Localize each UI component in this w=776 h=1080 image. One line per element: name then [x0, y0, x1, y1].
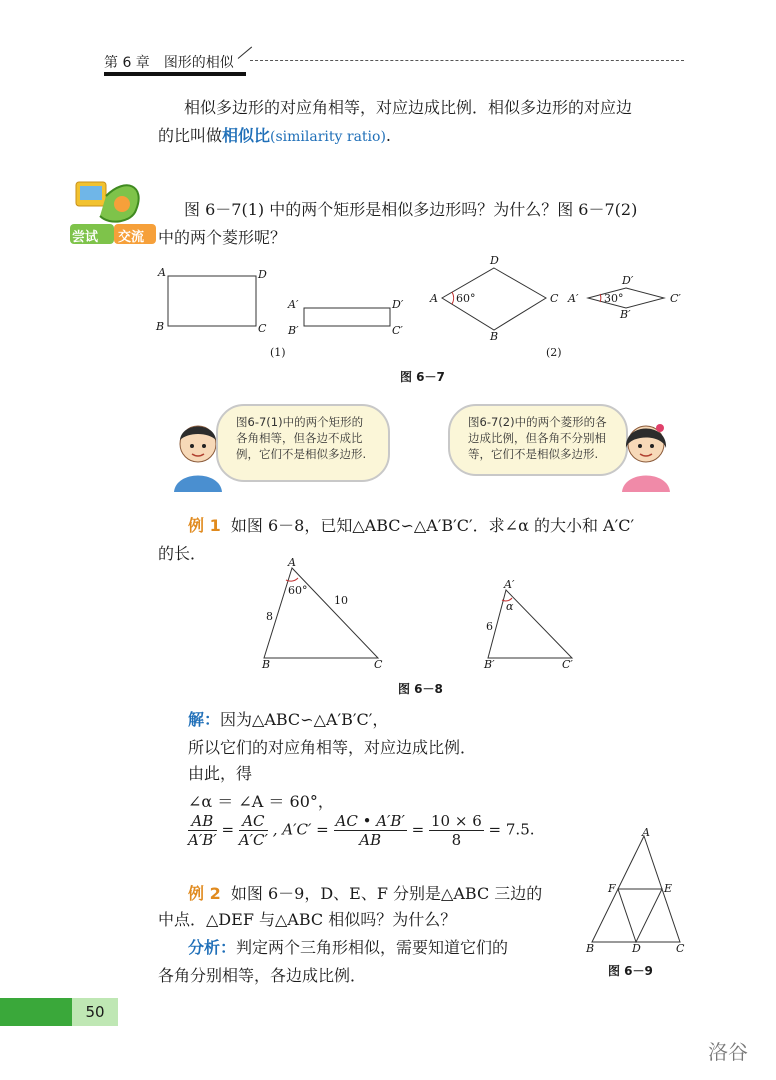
- fig67-rh1-B: B: [490, 330, 499, 343]
- figure-6-9: [584, 830, 694, 950]
- fig68-B1: B′: [484, 658, 495, 671]
- intro-line-2: [158, 122, 391, 151]
- eq-sign-1: =: [221, 820, 235, 839]
- bubble-right-text: 图6-7(2)中的两个菱形的各边成比例，但各角不分别相等，它们不是相似多边形.: [468, 415, 607, 461]
- fig68-B: B: [262, 658, 271, 671]
- header-dashed-rule: [250, 60, 684, 61]
- example-1-line-1: [188, 512, 634, 540]
- chapter-header: [104, 52, 234, 72]
- triangle-abc: [264, 568, 378, 658]
- solution-label: 解：: [188, 710, 221, 729]
- fig67-rh1-A: A: [430, 292, 438, 305]
- fig67-caption: 图 6－7: [400, 370, 445, 384]
- fig67-r1-B: B: [156, 320, 165, 333]
- fig67-r2-B: B′: [288, 324, 299, 337]
- rect-1: [168, 276, 256, 326]
- fig67-r1-A: A: [158, 266, 166, 279]
- bubble-left-text: 图6-7(1)中的两个矩形的各角相等，但各边不成比例，它们不是相似多边形.: [236, 415, 367, 461]
- badge-label-left: 尝试: [72, 230, 99, 245]
- figure-6-8: [240, 556, 600, 676]
- fig68-C: C: [374, 658, 383, 671]
- fig67-sub-1: (1): [270, 346, 286, 359]
- fig68-A: A: [288, 556, 296, 569]
- fig67-rh2-B: B′: [620, 308, 631, 321]
- angle-arc-A: [286, 578, 298, 581]
- angle-arc-30: [600, 294, 601, 302]
- fraction-numeric: $\frac{10 \times 6}{8}$: [431, 812, 482, 849]
- fig68-angle-A: 60°: [288, 584, 308, 597]
- rect-2: [304, 308, 390, 326]
- fig67-r2-D: D′: [392, 298, 404, 311]
- fraction-ab-a1b1: $\frac{AB}{A'B'}$: [188, 812, 217, 849]
- fig69-A: A: [642, 826, 650, 839]
- activity-line-1: 图 6－7(1) 中的两个矩形是相似多边形吗？为什么？图 6－7(2): [184, 200, 638, 219]
- watermark: 洛谷: [708, 1040, 748, 1064]
- equation-result: = 7.5.: [488, 820, 535, 839]
- fig68-alpha: α: [506, 600, 514, 613]
- fraction-product: $\frac{AC • A'B'}{AB}$: [335, 812, 405, 849]
- fig68-C1: C′: [562, 658, 573, 671]
- fig68-A1B1: 6: [486, 620, 493, 633]
- intro-pre: 的比叫做: [158, 126, 223, 145]
- figure-6-7: [140, 258, 700, 368]
- solution-line-3: 由此，得: [188, 764, 253, 783]
- solution-line-2: 所以它们的对应角相等，对应边成比例．: [188, 738, 477, 757]
- analysis-line-1: [188, 934, 508, 962]
- fig67-rh2-angle: 30°: [604, 292, 624, 305]
- fig67-rh2-C: C′: [670, 292, 681, 305]
- fig68-AC: 10: [334, 594, 348, 607]
- intro-line-1: 相似多边形的对应角相等，对应边成比例．相似多边形的对应边: [184, 98, 633, 117]
- fig69-C: C: [676, 942, 685, 955]
- rhombus-2: [588, 288, 664, 308]
- fig68-caption: 图 6－8: [398, 682, 443, 696]
- solution-equation: [188, 812, 535, 849]
- fig68-A1: A′: [504, 578, 515, 591]
- header-slash: [238, 47, 252, 59]
- triangle-def-inner: [618, 889, 662, 942]
- example-1-label: 例 1: [188, 516, 221, 535]
- fig68-AB: 8: [266, 610, 273, 623]
- fig67-rh1-C: C: [550, 292, 559, 305]
- solution-line-4: ∠α ＝ ∠A ＝ 60°，: [188, 792, 334, 811]
- fig67-rh2-A: A′: [568, 292, 579, 305]
- chapter-number: 第 6 章: [104, 55, 150, 71]
- fig67-rh2-D: D′: [622, 274, 634, 287]
- term-similarity-ratio: 相似比: [222, 126, 271, 145]
- girl-character-illustration: [616, 418, 676, 492]
- equation-mid: , A′C′ =: [272, 820, 329, 839]
- intro-paragraph: [184, 94, 632, 122]
- fig67-sub-2: (2): [546, 346, 562, 359]
- fig67-r2-A: A′: [288, 298, 299, 311]
- activity-line-2: 中的两个菱形呢？: [158, 228, 287, 247]
- fig69-F: F: [608, 882, 616, 895]
- fraction-ac-a1c1: $\frac{AC}{A'C'}$: [238, 812, 268, 849]
- speech-bubble-right: [448, 404, 628, 476]
- example-2-text: 如图 6－9，D、E、F 分别是△ABC 三边的: [230, 884, 543, 903]
- angle-arc-60: [452, 292, 454, 304]
- term-english: (similarity ratio): [270, 129, 386, 145]
- triangle-a1b1c1: [488, 590, 572, 658]
- solution-line-1: [188, 706, 388, 734]
- fig69-caption: 图 6－9: [608, 964, 653, 978]
- badge-label-right: 交流: [118, 230, 145, 245]
- fig67-r1-D: D: [258, 268, 267, 281]
- example-2-line-1: [188, 880, 542, 908]
- example-2-line-2: 中点．△DEF 与△ABC 相似吗？为什么？: [158, 910, 457, 929]
- speech-bubble-left: [216, 404, 390, 482]
- fig67-r1-C: C: [258, 322, 267, 335]
- intro-post: .: [385, 126, 392, 145]
- example-1-line-2: 的长．: [158, 544, 207, 563]
- eq-sign-2: =: [411, 820, 425, 839]
- fig67-rh1-D: D: [490, 254, 499, 267]
- fig69-D: D: [632, 942, 641, 955]
- fig69-B: B: [586, 942, 595, 955]
- chapter-title: 图形的相似: [163, 55, 234, 71]
- fig67-rh1-angle: 60°: [456, 292, 476, 305]
- fig67-r2-C: C′: [392, 324, 403, 337]
- example-2-label: 例 2: [188, 884, 221, 903]
- example-1-text: 如图 6－8，已知△ABC∽△A′B′C′．求∠α 的大小和 A′C′: [230, 516, 635, 535]
- analysis-line-2: 各角分别相等，各边成比例．: [158, 966, 367, 985]
- header-underline: [104, 72, 246, 76]
- fig69-E: E: [664, 882, 673, 895]
- analysis-text-1: 判定两个三角形相似，需要知道它们的: [236, 938, 509, 957]
- try-and-discuss-badge: [66, 176, 158, 252]
- page-number: 50: [72, 998, 118, 1026]
- analysis-label: 分析：: [188, 938, 237, 957]
- solution-text-1: 因为△ABC∽△A′B′C′，: [220, 710, 389, 729]
